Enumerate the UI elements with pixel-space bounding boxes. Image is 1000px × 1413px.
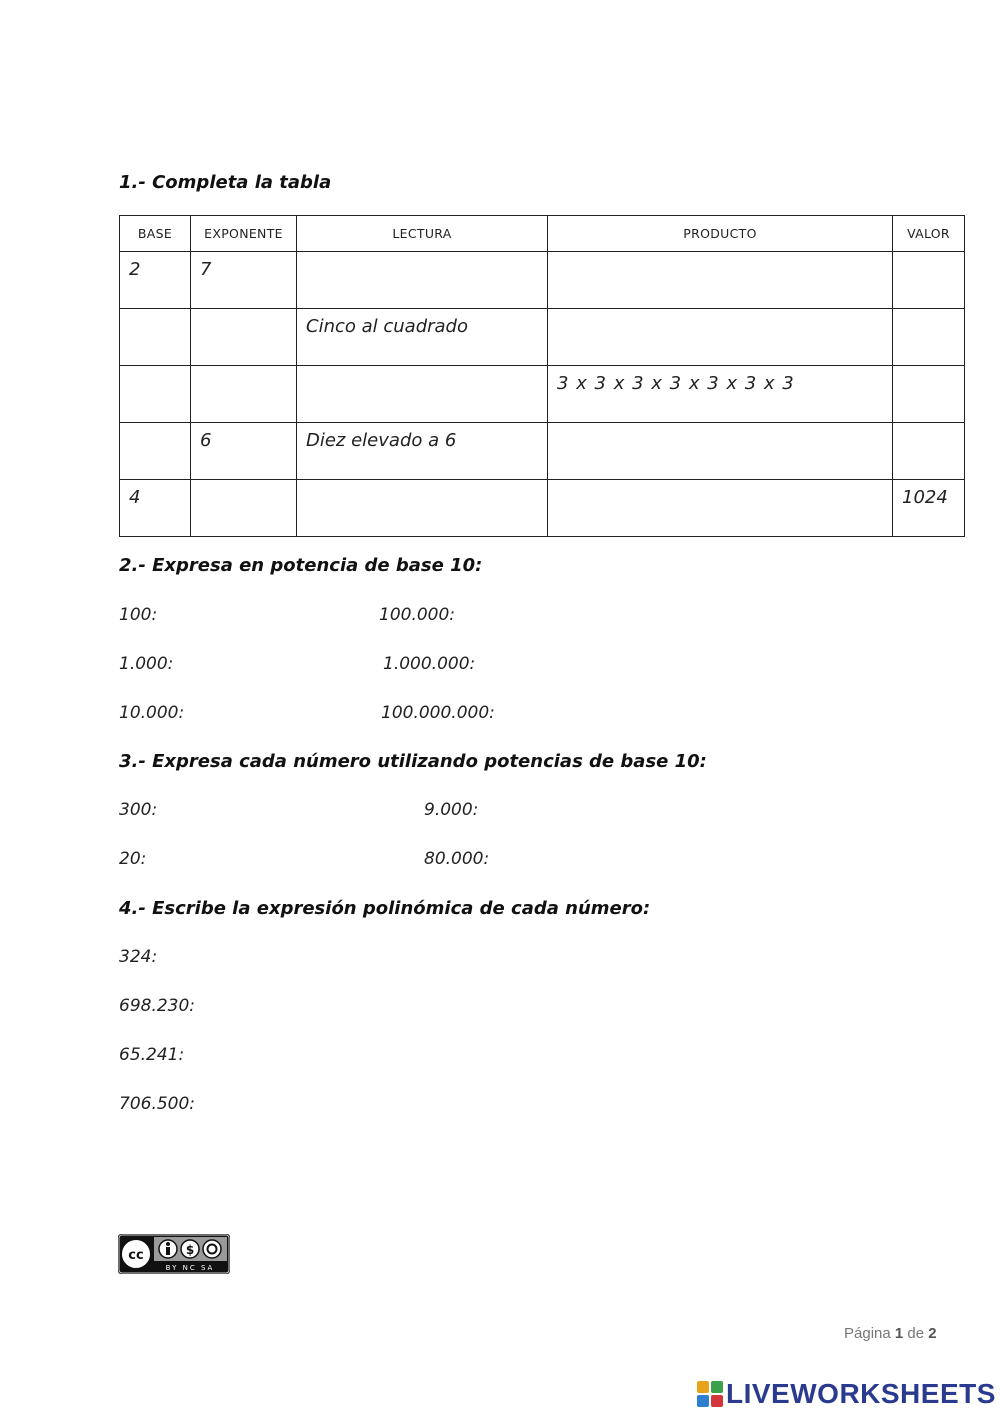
exercise-item: 100.000.000: xyxy=(381,703,495,723)
cc-license-badge xyxy=(118,1234,230,1274)
table-cell[interactable]: 2 xyxy=(120,252,191,309)
table-cell[interactable] xyxy=(120,309,191,366)
exercise-table xyxy=(119,215,965,537)
exercise-item: 100: xyxy=(119,605,158,625)
exercise-item: 80.000: xyxy=(424,849,490,869)
liveworksheets-icon xyxy=(697,1381,723,1407)
header-valor: VALOR xyxy=(893,216,965,252)
section-1-heading: 1.- Completa la tabla xyxy=(119,172,332,193)
table-cell[interactable] xyxy=(297,480,548,537)
table-cell[interactable] xyxy=(893,423,965,480)
section-4-heading: 4.- Escribe la expresión polinómica de cada número: xyxy=(119,898,651,919)
table-cell[interactable] xyxy=(893,309,965,366)
exercise-item: 20: xyxy=(119,849,147,869)
svg-text:$: $ xyxy=(185,1243,195,1257)
header-lectura: LECTURA xyxy=(297,216,548,252)
table-cell[interactable] xyxy=(191,480,297,537)
table-cell[interactable] xyxy=(297,366,548,423)
section-2-heading: 2.- Expresa en potencia de base 10: xyxy=(119,555,483,576)
table-cell[interactable] xyxy=(120,366,191,423)
header-exponente: EXPONENTE xyxy=(191,216,297,252)
table-cell[interactable] xyxy=(548,252,893,309)
exercise-item: 100.000: xyxy=(379,605,456,625)
table-cell[interactable]: 7 xyxy=(191,252,297,309)
exercise-item: 10.000: xyxy=(119,703,185,723)
table-cell[interactable] xyxy=(297,252,548,309)
table-cell[interactable]: 3 x 3 x 3 x 3 x 3 x 3 x 3 xyxy=(548,366,893,423)
table-row xyxy=(120,252,965,309)
exercise-item: 698.230: xyxy=(119,996,196,1016)
exercise-item: 706.500: xyxy=(119,1094,196,1114)
exercise-item: 300: xyxy=(119,800,158,820)
cc-by-nc-sa-icon xyxy=(118,1234,230,1274)
exercise-item: 1.000.000: xyxy=(383,654,476,674)
page-total: 2 xyxy=(928,1325,937,1342)
header-producto: PRODUCTO xyxy=(548,216,893,252)
table-row xyxy=(120,309,965,366)
brand-name: LIVEWORKSHEETS xyxy=(726,1378,996,1409)
table-cell[interactable] xyxy=(120,423,191,480)
table-cell[interactable] xyxy=(893,252,965,309)
table-cell[interactable] xyxy=(548,309,893,366)
page-of: de xyxy=(907,1325,925,1342)
table-row xyxy=(120,366,965,423)
table-cell[interactable]: 4 xyxy=(120,480,191,537)
table-row xyxy=(120,480,965,537)
table-cell[interactable] xyxy=(548,423,893,480)
page-number xyxy=(844,1325,937,1342)
exercise-item: 9.000: xyxy=(424,800,479,820)
header-base: BASE xyxy=(120,216,191,252)
exercise-item: 65.241: xyxy=(119,1045,185,1065)
exercise-item: 1.000: xyxy=(119,654,174,674)
table-cell[interactable] xyxy=(893,366,965,423)
table-cell[interactable] xyxy=(191,309,297,366)
table-cell[interactable]: Diez elevado a 6 xyxy=(297,423,548,480)
cc-logo-label: cc xyxy=(128,1248,144,1263)
table-cell[interactable]: 6 xyxy=(191,423,297,480)
liveworksheets-logo xyxy=(697,1378,996,1410)
table-row xyxy=(120,423,965,480)
table-cell[interactable] xyxy=(191,366,297,423)
table-header-row xyxy=(120,216,965,252)
table-cell[interactable]: 1024 xyxy=(893,480,965,537)
exercise-item: 324: xyxy=(119,947,158,967)
table-cell[interactable]: Cinco al cuadrado xyxy=(297,309,548,366)
cc-badge-text: BY NC SA xyxy=(165,1264,215,1272)
page-word: Página xyxy=(844,1325,891,1342)
page-current: 1 xyxy=(894,1325,904,1342)
section-3-heading: 3.- Expresa cada número utilizando potencias de base 10: xyxy=(119,751,707,772)
table-cell[interactable] xyxy=(548,480,893,537)
